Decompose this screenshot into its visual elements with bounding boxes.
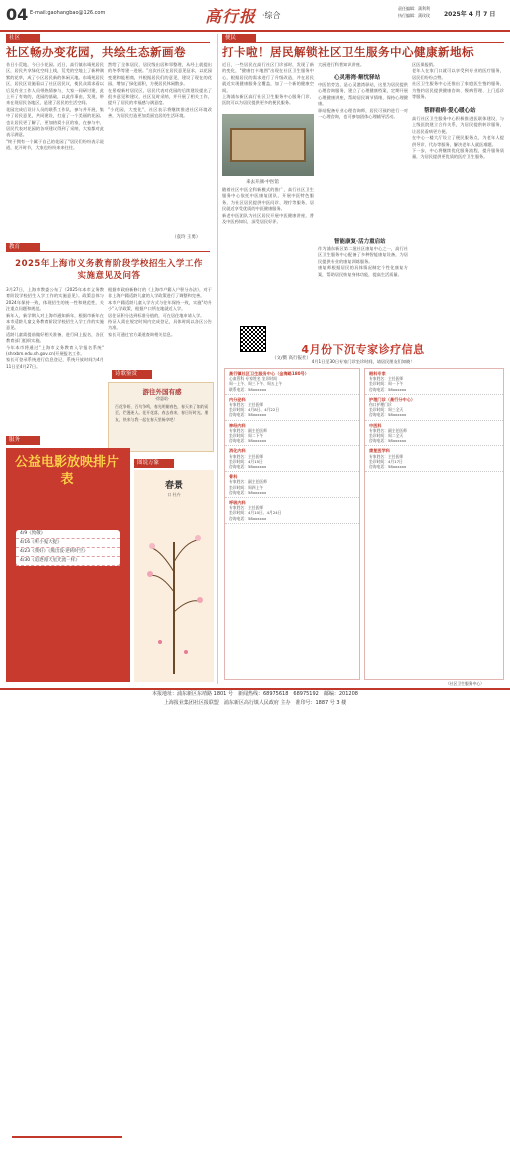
convenience-body-col2c: 作为浦东新区第二批社区康复中心之一，高行社区卫生服务中心配备了多种智能康复设备，为居民提供专业的康复训练服务。 康复师根据居民的具体情况制定个性化康复方案，帮助居民恢复身体功能，提高生活质量。 <box>318 246 408 277</box>
convenience-body-col3: 区医保报销。 老年人在家门口就可以享受到专业的医疗服务，居民们纷纷点赞。 社区卫生服务中心还推出了家庭医生签约服务，为签约居民提供健康咨询、慢病管理、上门巡诊等服务。 <box>412 62 504 100</box>
clinic-line: 咨询电话：58xxxxxx <box>229 515 267 521</box>
clinic-block-head: 呼吸内科 <box>229 500 246 506</box>
clinic-line: 专家姓名：主任医师 <box>369 453 404 459</box>
section-tag-education: 教育 <box>6 243 40 252</box>
convenience-body-col1: 近日，一些居民在高行社区门诊部时，发现了新的变化，"健康打卡地图"出现在社区卫生服务中心，根据居民的需求进行了升级改造，并在居民就近实现健康服务全覆盖，加了一个新的健康空间。 上海浦东新区高行社区卫生服务中心服务门诊，医院可以为居民提供更多的便民服务。 <box>222 62 314 106</box>
clinic-block <box>365 369 503 395</box>
film-schedule-title: 公益电影放映排片表 <box>14 455 119 487</box>
clinic-block <box>365 446 503 472</box>
tcm-clinic-photo <box>222 114 314 176</box>
subhead-heart-station: 心灵港湾·解忧驿站 <box>334 75 381 81</box>
clinic-line: 专家姓名：主任医师 <box>369 376 404 382</box>
art-box <box>134 470 214 682</box>
poem-title: 游往外国有感 <box>142 388 182 396</box>
column-divider <box>217 34 218 684</box>
poem-body: 百花争妍，百鸟争鸣，春光明媚春色，春天来了如约而至，烂漫迷人。花开花落，春去春来，春日好时光。朋友，快来与我一起在春天里畅享吧！ <box>115 404 209 422</box>
section-rule <box>40 42 210 43</box>
clinic-line: 专家姓名：副主任医师 <box>229 427 267 433</box>
clinic-line: 联系电话：58xxxxxx <box>229 386 267 392</box>
clinic-block <box>225 369 359 395</box>
film-schedule-list <box>16 530 120 566</box>
clinic-block <box>225 472 359 498</box>
list-item: 4/9《致敬》 <box>16 530 120 539</box>
masthead-logo: 高行报 <box>205 7 257 26</box>
clinic-footnote: （社区卫生服务中心） <box>446 681 484 686</box>
clinic-block-head: 消化内科 <box>229 448 246 454</box>
clinic-block-head: 内分泌科 <box>229 396 246 402</box>
clinic-line: 坐诊时间：4月8日、4月22日 <box>229 407 280 413</box>
clinic-headline: 4月份下沉专家诊疗信息 <box>301 343 425 356</box>
clinic-line: 坐诊时间：周四上午 <box>229 484 264 490</box>
clinic-line: 坐诊时间：周一下午 <box>369 381 404 387</box>
clinic-line: 咨询电话：58xxxxxx <box>369 386 407 392</box>
art-author: 口 杜卉 <box>167 492 181 497</box>
clinic-line: 咨询电话：58xxxxxx <box>369 438 407 444</box>
convenience-body-col3b: 高行社区卫生服务中心积极推进医联体建设，与上级医院建立合作关系，为居民提供转诊服务，让居民看病更方便。 在中心一楼大厅设立了便民服务点，为老年人提供导诊、代办等服务，解决老年人就医难题。 下一步，中心将继续优化服务流程，提升服务质量，为居民提供更优质的医疗卫生服务。 <box>412 116 504 160</box>
convenience-body-col2b: 中医馆旁边，是心灵港湾驿站，这里为居民提供心理咨询服务，建立了心理健康档案，定期开展心理健康讲座，帮助居民调节情绪，保持心理健康。 驿站配备专业心理咨询师，居民可预约进行一对一心理咨询，也可参加团体心理辅导活动。 <box>318 82 408 120</box>
convenience-body-col1b: 随着社区中医全科新模式的推广，高行社区卫生服务中心依托中医康复团队，开展中医特色服务，为社区居民提供中医问诊、理疗等服务，居民就近享受优质的中医健康服务。 新老中医团队为社区居民开展中医健康讲座，普及中医药知识，深受居民好评。 <box>222 187 314 225</box>
clinic-block <box>225 395 359 421</box>
community-body-col2: 然给了全体居民，居民级出居和邻整理，从经上就提出的冬季等建一进展。"这次社区在居民意见征求，以花园变建和能相商，并根据居民们的意见，建设了现在的花园，增加了绿化面积，方便居民休闲散步。 在景观新村居民区，居民代表对花园的后续建设提出了很多意见和建议，社区及时采纳，并开展了相关工作，提升了居民的幸福感与满意度。 "小花园，大变化"，社区表示将继续推进社区环境改善，为居民打造更加美丽宜居的生活环境。 <box>108 62 212 119</box>
section-rule <box>256 42 504 43</box>
art-illustration <box>140 502 208 674</box>
education-body-col2: 根据市政府新修订的《上海市户籍入户积分办法》，对于非上海户籍适龄儿童的入学政策进行了调整和完善。 本市户籍适龄儿童入学方式与往年保持一致，实施"幼升小"入学政策，根据户口所在地就近入学。 居住证积分达到标准分值的，可在居住地申请入学。 持证人需在规定时间内完成登记，具体时间以各区公告为准。 家长可通过官方渠道查询相关信息。 <box>108 287 212 337</box>
convenience-headline: 打卡啦！居民解锁社区卫生服务中心健康新地标 <box>222 45 474 59</box>
section-tag-community: 社区 <box>6 34 40 43</box>
clinic-line: 咨询电话：58xxxxxx <box>369 412 407 418</box>
issue-date: 2025年 4 月 7 日 <box>444 11 496 18</box>
clinic-line: 心血管科 专家姓名 坐诊时间 <box>229 376 277 382</box>
education-headline: 2025年上海市义务教育阶段学校招生入学工作实施意见及问答 <box>15 259 203 281</box>
clinic-block <box>225 498 359 524</box>
section-tag-poem: 诗歌鉴赏 <box>112 370 152 379</box>
clinic-list-left <box>224 368 360 680</box>
email: E-mail:gaohangbao@126.com <box>30 10 106 16</box>
clinic-block <box>225 446 359 472</box>
clinic-block-head: 神经内科 <box>229 422 246 428</box>
clinic-line: 咨询电话：58xxxxxx <box>229 489 267 495</box>
clinic-block-head: 中医科 <box>369 422 382 428</box>
clinic-block <box>225 421 359 447</box>
clinic-line: 伤口护理门诊 <box>369 402 392 408</box>
edition-section: ·综合 <box>262 11 281 20</box>
clinic-block-head: 骨科 <box>229 474 238 480</box>
film-schedule-poster <box>6 448 130 1160</box>
clinic-line: 坐诊时间：周二下午 <box>229 433 264 439</box>
masthead-bar <box>0 0 510 34</box>
masthead-rule <box>0 30 510 32</box>
photo-caption: 来去开颜·中医馆 <box>246 180 279 185</box>
footer-publisher: 上海报业集团社区报联盟 浦东新区高行镇人民政府 主办 准印号：1887 号 3 楼 <box>163 700 347 706</box>
section-tag-convenience: 便民 <box>222 34 256 43</box>
education-body-col1: 3月27日，上海市教委公布了《2025年本市义务教育阶段学校招生入学工作的实施意见》。政策总体与2024年保持一致，体现招生的统一性和规范性，关注重点问题和规范。 新年入，新学期入对上海市通知新年，根据市新年在本市适龄儿童义务教育阶段学校招生入学工作的实施意见。 适龄儿童需提前做好相关准备，进行网上报名，各区教育部门组织实施。 今年本市将通过"上海市义务教育入学报名系统"(shrxbm.edu.sh.gov.cn)开展报名工作。 家长可登录系统进行信息登记，系统开放时间为4月11日至4月27日。 <box>6 287 104 369</box>
clinic-subtitle: 4月1日至30日专家门诊坐诊时间，请居民朋友们知晓！ <box>311 359 415 364</box>
clinic-block-head: 护理门诊（高行分中心） <box>369 396 416 402</box>
poem-author: ·徐惠晗· <box>154 396 170 401</box>
clinic-list-right <box>364 368 504 680</box>
list-item: 4/16《听小鬼大捉》 <box>16 539 120 548</box>
clinic-line: 坐诊时间：周三全天 <box>369 407 404 413</box>
clinic-block-head: 高行镇社区卫生服务中心（金海路180号） <box>229 371 309 376</box>
clinic-block-head: 眼科专家 <box>369 371 386 376</box>
clinic-line: 咨询电话：58xxxxxx <box>229 438 267 444</box>
clinic-block <box>365 421 503 447</box>
subhead-care-station: 帮群看病·爱心暖心站 <box>424 108 476 114</box>
subhead-rehab-station: 智能康复·活力重启站 <box>334 239 386 245</box>
community-reporter: （袁玲 王勇） <box>172 235 201 240</box>
convenience-body-col2: 大厨进行科普知识讲座。 <box>318 62 365 67</box>
art-title: 春景 <box>164 481 183 491</box>
clinic-line: 周一上午、周三下午、周五上午 <box>229 381 283 387</box>
convenience-reporter: （文/摄 高行报社） <box>272 356 311 361</box>
section-tag-art: 图说万象 <box>134 459 174 468</box>
clinic-line: 专家姓名：主任医师 <box>229 505 264 511</box>
clinic-line: 专家姓名：副主任医师 <box>369 427 407 433</box>
clinic-line: 坐诊时间：4月17日 <box>369 458 403 464</box>
clinic-block <box>365 395 503 421</box>
community-headline: 社区畅办变花园，共绘生态新画卷 <box>6 45 186 59</box>
clinic-line: 咨询电话：58xxxxxx <box>229 412 267 418</box>
community-body-col1: 昔日小荒地，今日小花园。近日，高行镇东靖苑居民区，居民共享绿化空间上线，荒芜的空地上了新种满紫的花草，成了小区居民新的休闲天地。东靖苑居民区，居民区设施看以了社区居民议，使民众需求看以后及有业工作人员带热情参与，大家一同研讨建，此上开了有效的，花园的基础，以此作事由，发现，带来在现居民各地区，是建了居民的生活空间。 花园完成后设计人员的联系工作队，参与并开展，集中了居民意见，共同建设，打造了一个美丽的花园。也让居民更了解了，更加热爱小区的家，在参与中，居民代表对花园的各项建议得到了采纳，大家都对此表示满意。 "终于拥有一个属于自己的花园了"居民们纷纷表示说道，花开时节，大家也纷纷来来往往。 <box>6 62 104 151</box>
clinic-line: 坐诊时间：4月10日、4月24日 <box>229 510 282 516</box>
clinic-block-head: 康复医学科 <box>369 448 390 454</box>
list-item: 4/23《我好》《熊出没·逆转时空》 <box>16 548 120 557</box>
page-number: 04 <box>6 5 29 24</box>
footer-address: 本报地址：浦东新区东靖路 1801 号 新闻热线：68975618 68975192 邮编：201208 <box>152 691 358 697</box>
section-tag-service: 服务 <box>6 436 40 445</box>
clinic-line: 专家姓名：主任医师 <box>229 402 264 408</box>
section-rule <box>40 251 210 252</box>
poem-box <box>108 382 214 452</box>
page-footer <box>0 688 510 714</box>
clinic-line: 咨询电话：58xxxxxx <box>369 464 407 470</box>
clinic-line: 坐诊时间：周二全天 <box>369 433 404 439</box>
clinic-line: 专家姓名：主任医师 <box>229 453 264 459</box>
clinic-line: 专家姓名：副主任医师 <box>229 479 267 485</box>
list-item: 4/30《追逐漫天星光流一样》 <box>16 557 120 566</box>
film-schedule-footer: 放映地点：高行镇东沟社区文化活动中心二楼放映厅 放映时间：每周三下午1:30 联系电话：58674789 ★免费观影，欢迎前来观看★ <box>12 1136 122 1162</box>
clinic-line: 坐诊时间：4月15日 <box>229 458 263 464</box>
editors: 责任编辑：蒲利利 执行编辑：蒲玫玫 <box>398 6 430 18</box>
clinic-line: 咨询电话：58xxxxxx <box>229 464 267 470</box>
